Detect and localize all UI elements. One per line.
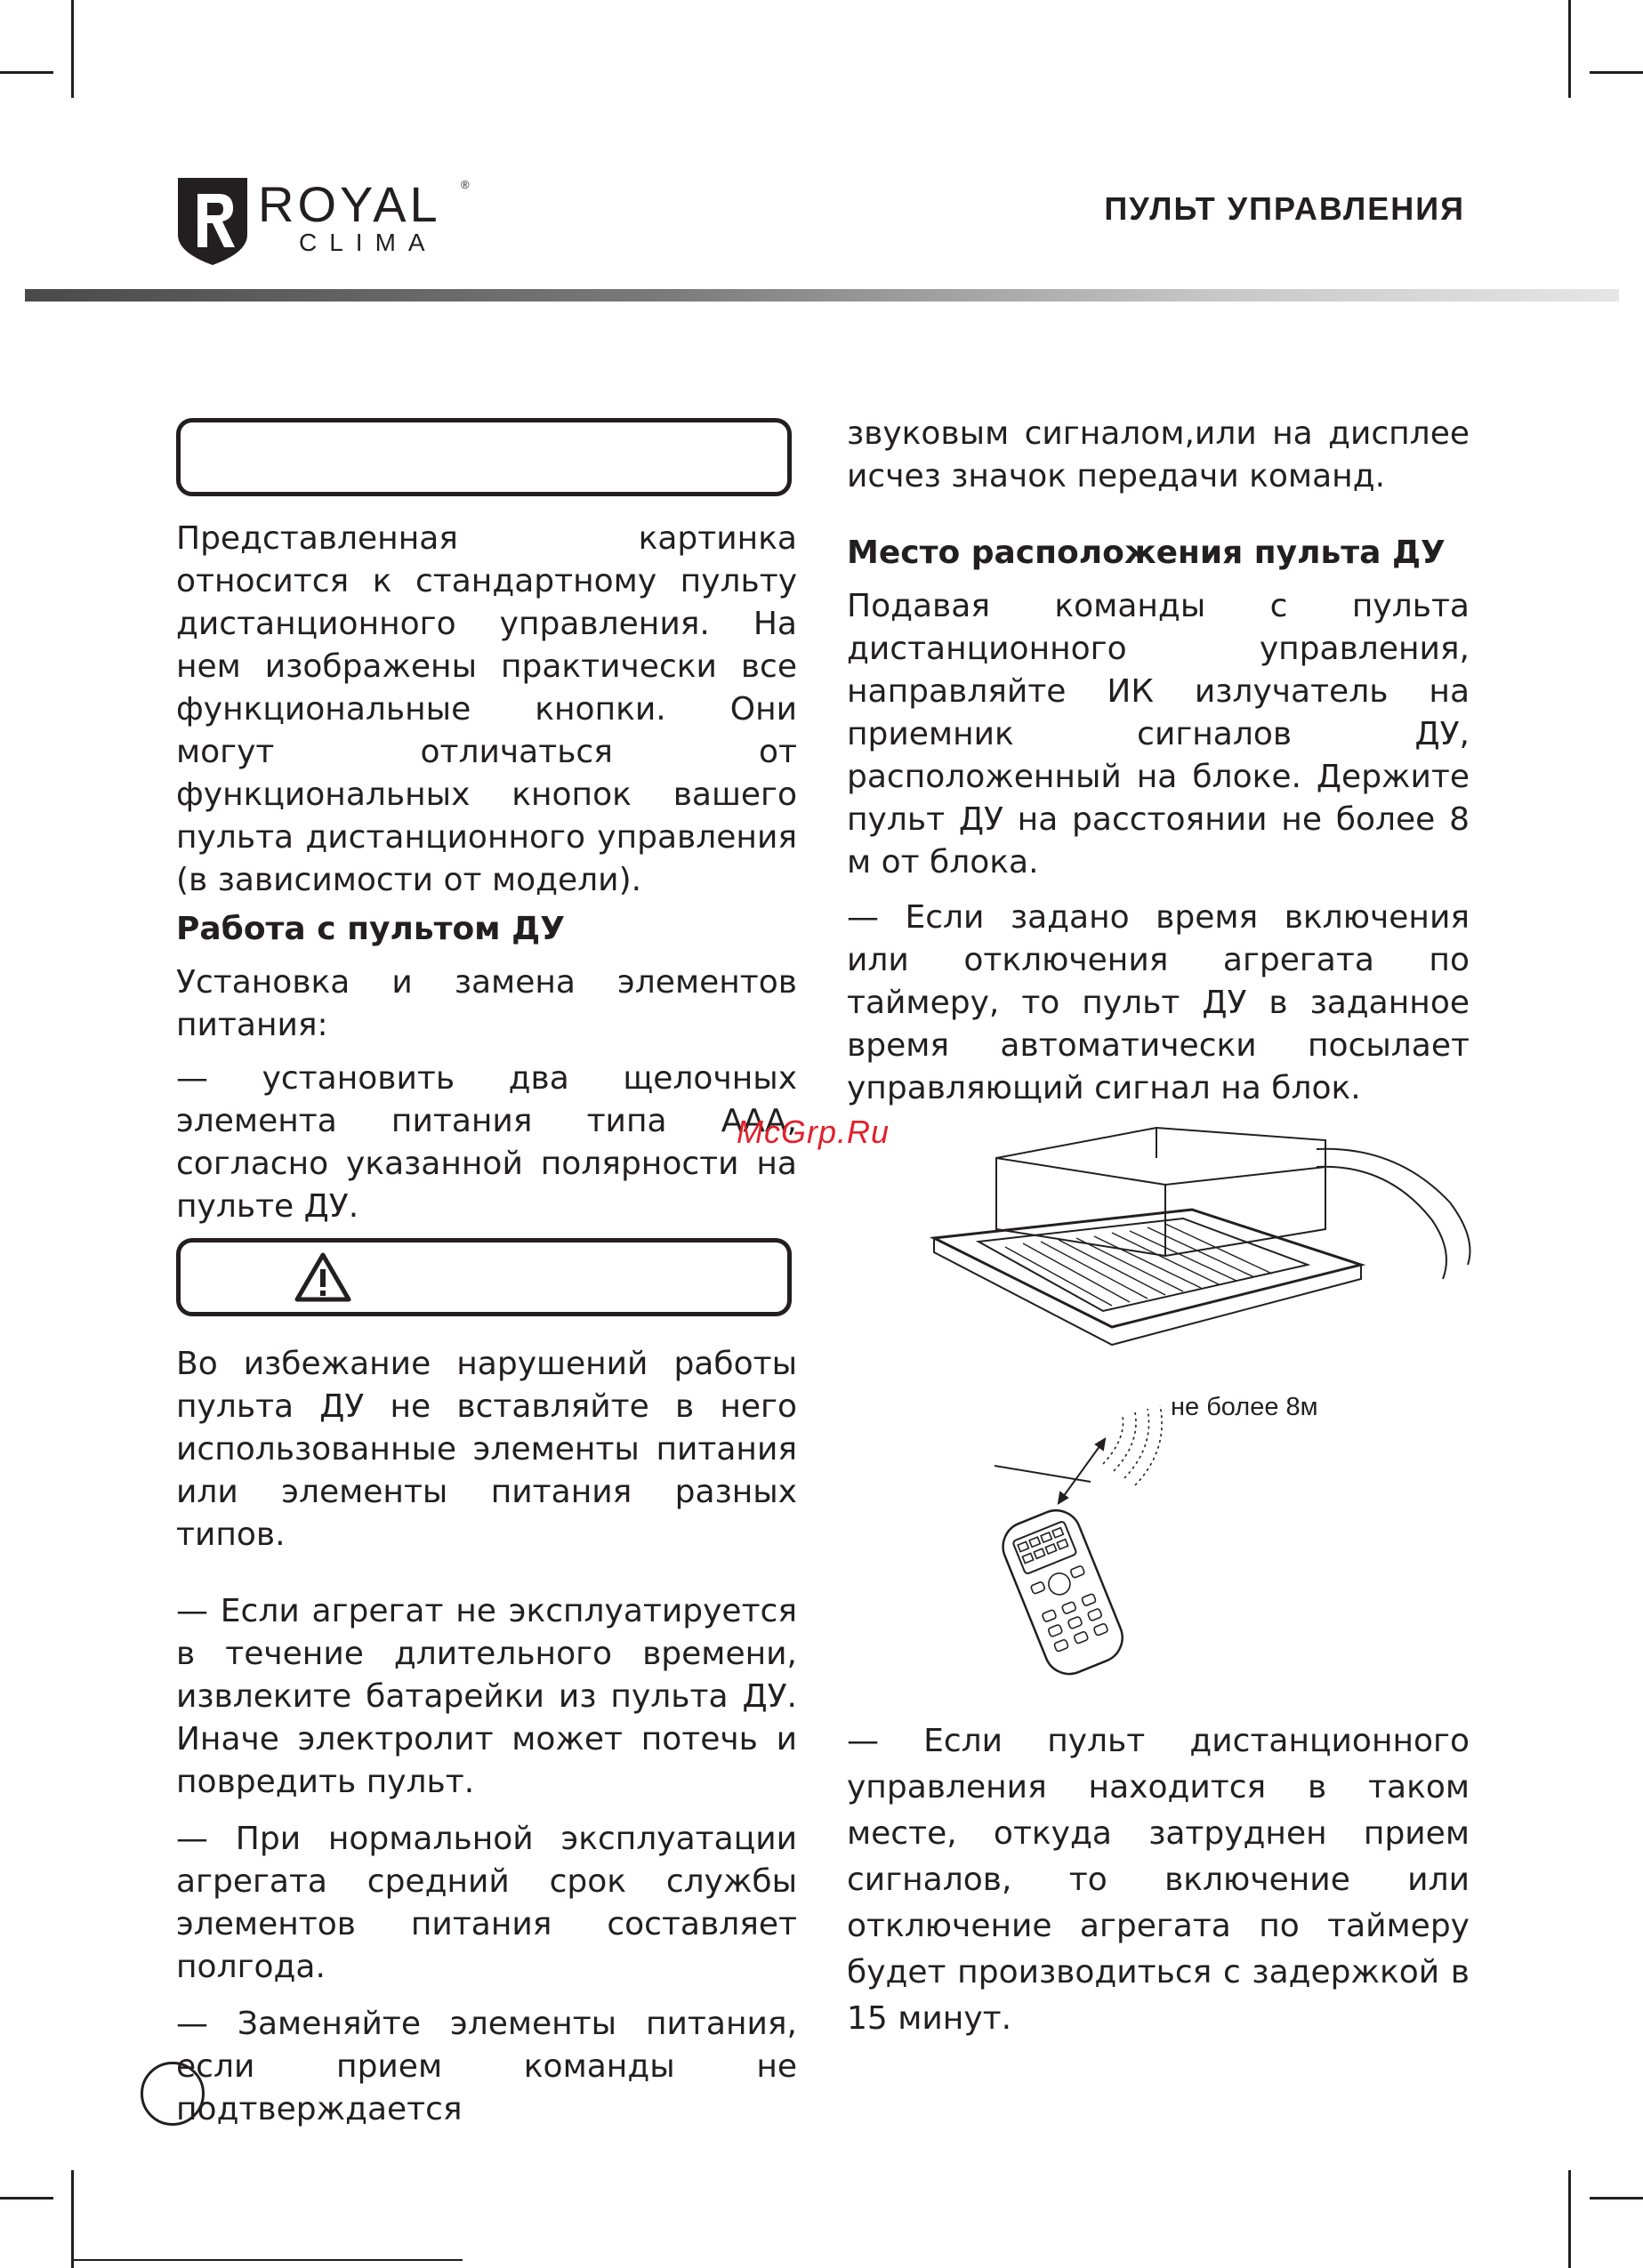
- battery-life-note: — При нормальной эксплуатации агрегата средний срок службы элементов питания составляет полгода.: [176, 1821, 797, 1985]
- header-rule: [25, 289, 1619, 302]
- timer-text: — Если задано время включения или отключения агрегата по таймеру, то пульт ДУ в заданное время автоматически посылает управляющий сигнал на блок.: [847, 899, 1470, 1106]
- left-intro: [176, 518, 797, 902]
- brand-logo: [174, 174, 477, 268]
- bottom-rule: [71, 2259, 463, 2261]
- watermark-text: McGrp.Ru: [737, 1114, 890, 1150]
- replace-note-start: — Заменяйте элементы питания, если прием команды не подтверждается: [176, 2006, 797, 2127]
- brand-subname: CLIMA: [299, 229, 438, 256]
- crop-mark: [1590, 2197, 1643, 2200]
- left-warning-section: [176, 1343, 797, 2131]
- crop-mark: [1568, 0, 1571, 98]
- long-unused-note: — Если агрегат не эксплуатируется в течение длительного времени, извлеките батарейки из пульта ДУ. Иначе электролит может потечь и повредить пульт.: [176, 1593, 797, 1800]
- battery-install: — установить два щелочных элемента питания типа ААА, согласно указанной полярности на пульте ДУ.: [176, 1060, 797, 1225]
- crop-mark: [1568, 2170, 1571, 2268]
- battery-intro: Установка и замена элементов питания:: [176, 964, 797, 1043]
- crop-mark: [71, 0, 74, 98]
- brand-name: ROYAL: [258, 176, 441, 232]
- page-section-title: ПУЛЬТ УПРАВЛЕНИЯ: [1104, 190, 1465, 227]
- right-top: [847, 413, 1470, 498]
- replace-note-end: звуковым сигналом,или на дисплее исчез значок передачи команд.: [847, 415, 1470, 495]
- right-delay-section: [847, 1718, 1470, 2042]
- warning-text: Во избежание нарушений работы пульта ДУ не вставляйте в него использованные элементы питания или элементы питания разных типов.: [176, 1346, 797, 1553]
- crop-mark: [0, 71, 53, 74]
- crop-mark: [1590, 71, 1643, 74]
- location-text: Подавая команды с пульта дистанционного управления, направляйте ИК излучатель на приемник сигналов ДУ, расположенный на блоке. Держите пульт ДУ на расстоянии не более 8 м от блока.: [847, 588, 1470, 881]
- crop-mark: [0, 2197, 53, 2200]
- heading-work: Работа с пультом ДУ: [176, 911, 565, 947]
- note-box: [176, 418, 792, 496]
- heading-location: Место расположения пульта ДУ: [847, 535, 1446, 571]
- delay-text: — Если пульт дистанционного управления находится в таком месте, откуда затруднен прием сигналов, то включение или отключение агрегата по таймеру будет производиться с задержкой в 15 минут.: [847, 1723, 1470, 2037]
- warning-box: [176, 1238, 792, 1316]
- right-location-section: [847, 532, 1470, 1110]
- distance-caption: не более 8м: [1171, 1393, 1318, 1421]
- intro-paragraph: Представленная картинка относится к стандартному пульту дистанционного управления. На нем изображены практически все функциональные кнопки. Они могут отличаться от функциональных кнопок вашего пульта дистанционного управления (в зависимости от модели).: [176, 520, 797, 898]
- crop-mark: [71, 2170, 74, 2268]
- registered-mark: ®: [461, 178, 470, 191]
- shield-r-logo-icon: [174, 174, 251, 267]
- warning-triangle-icon: [294, 1251, 351, 1303]
- left-work-section: [176, 908, 797, 1228]
- page-number-circle: [141, 2062, 205, 2126]
